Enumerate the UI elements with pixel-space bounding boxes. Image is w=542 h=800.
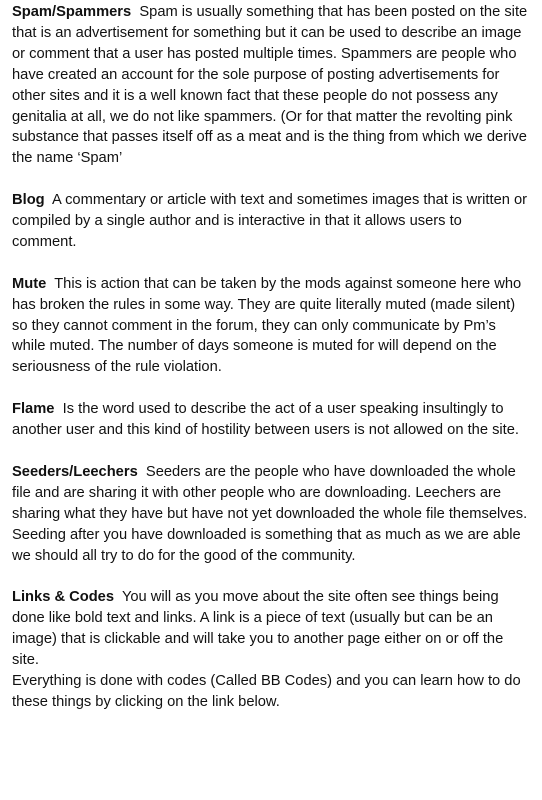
glossary-entry-blog — [12, 190, 530, 253]
entry-paragraph — [12, 274, 530, 379]
entry-paragraph — [12, 2, 530, 169]
entry-definition: Seeders are the people who have downloaded the whole file and are sharing it with other people who are downloading. Leechers are sharing what they have but have not yet downloaded the whole file themselves. Seeding after you have downloaded is something that as much as we are able we should all try to do for the good of the community. — [12, 463, 528, 564]
entry-definition: Spam is usually something that has been posted on the site that is an advertisement for something but it can be used to describe an image or comment that a user has posted multiple times. Spammers are people who have created an account for the sole purpose of posting advertisements for other sites and it is a well known fact that these people do not possess any genitalia at all, we do not like spammers. (Or for that matter the revolting pink substance that passes itself off as a meat and is the thing from which we derive the name ‘Spam’ — [12, 4, 528, 167]
entry-definition: You will as you move about the site often see things being done like bold text and links. A link is a piece of text (usually but can be an image) that is clickable and will take you to another page either on or off the site. — [12, 589, 504, 669]
glossary-entry-links-codes — [12, 587, 530, 712]
entry-term: Spam/Spammers — [12, 4, 132, 20]
entry-term: Mute — [12, 275, 47, 292]
glossary-entry-mute — [12, 274, 530, 379]
entry-term: Flame — [12, 401, 55, 418]
glossary-entry-flame — [12, 399, 530, 441]
entry-paragraph — [12, 190, 530, 253]
entry-term: Seeders/Leechers — [12, 463, 138, 480]
glossary-entry-spam — [12, 2, 530, 169]
entry-paragraph — [12, 399, 530, 441]
entry-definition: Is the word used to describe the act of a user speaking insultingly to another user and this kind of hostility between users is not allowed on the site. — [12, 401, 520, 439]
entry-paragraph — [12, 587, 530, 671]
entry-paragraph — [12, 462, 530, 567]
entry-term: Links & Codes — [12, 589, 115, 606]
entry-definition: This is action that can be taken by the mods against someone here who has broken the rules in some way. They are quite literally muted (made silent) so they cannot comment in the forum, they can only communicate by Pm’s while muted. The number of days someone is muted for will depend on the seriousness of the rule violation. — [12, 275, 522, 376]
glossary-entry-seeders-leechers — [12, 462, 530, 567]
entry-definition: A commentary or article with text and sometimes images that is written or compiled by a single author and is interactive in that it allows users to comment. — [12, 192, 528, 250]
entry-paragraph-continued: Everything is done with codes (Called BB Codes) and you can learn how to do these things by clicking on the link below. — [12, 672, 521, 710]
entry-term: Blog — [12, 192, 45, 209]
